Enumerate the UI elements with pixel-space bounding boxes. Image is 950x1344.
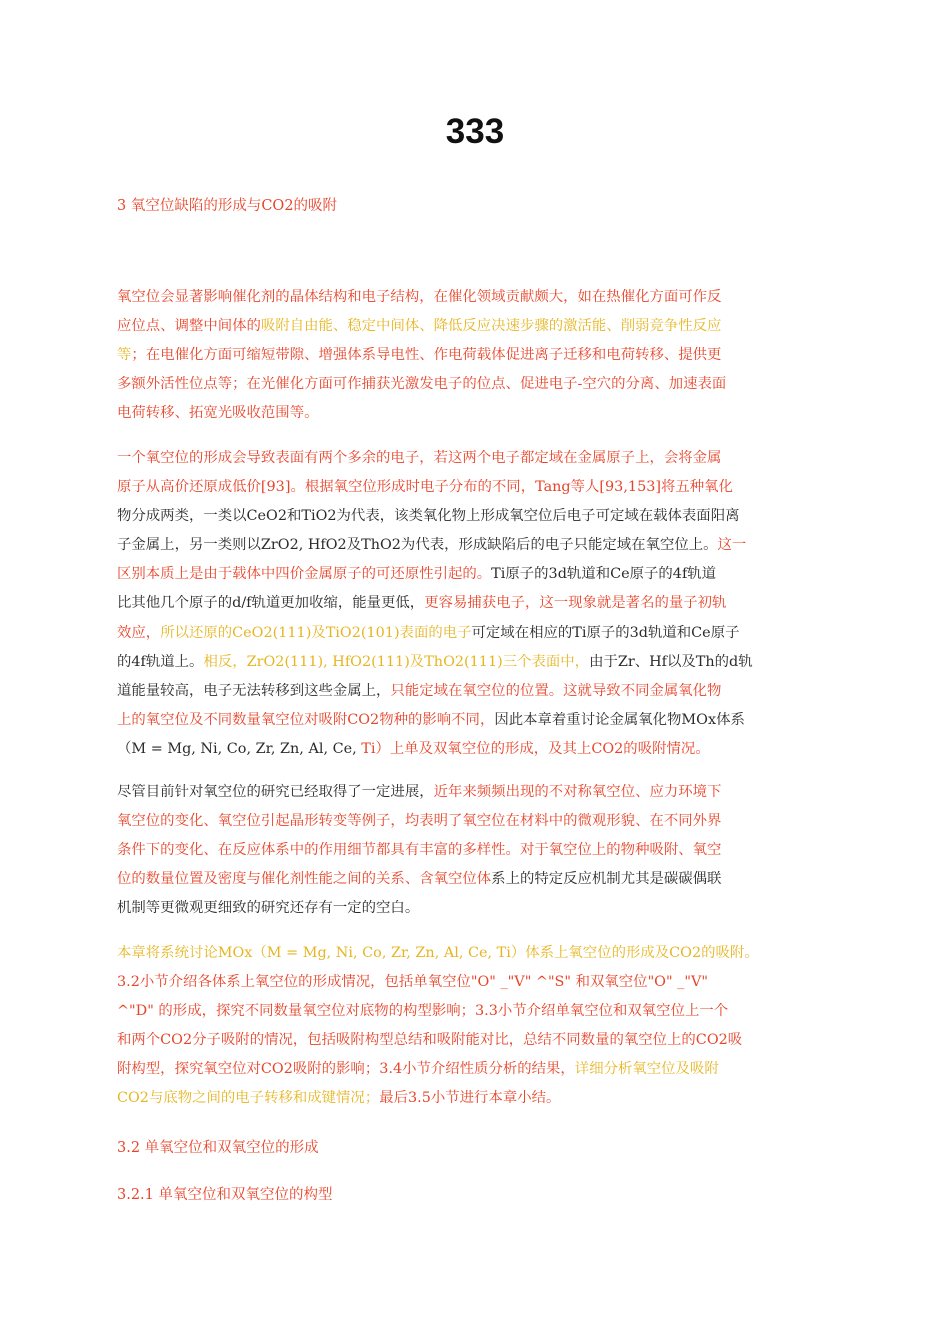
text-run: 氧空位的变化、氧空位引起晶形转变等例子，均表明了氧空位在材料中的微观形貌、在不同外界	[117, 813, 722, 830]
paragraph-line	[117, 589, 837, 618]
text-run: 电荷转移、拓宽光吸收范围等。	[117, 405, 319, 422]
text-run: 一个氧空位的形成会导致表面有两个多余的电子，若这两个电子都定域在金属原子上，会将金属	[117, 450, 722, 466]
paragraph-line	[117, 939, 837, 968]
text-run: 物分成两类，一类以CeO2和TiO2为代表，该类氧化物上形成氧空位后电子可定域在载体表面阳离	[117, 508, 740, 525]
paragraph-line	[117, 1084, 837, 1113]
text-run: ；在电催化方面可缩短带隙、增强体系导电性、作电荷载体促进离子迁移和电荷转移、提供更	[131, 347, 722, 364]
text-run: 位的数量位置及密度与催化剂性能之间的关系、含氧空位体	[117, 871, 492, 888]
paragraph-line	[117, 894, 837, 923]
text-run: 因此本章着重讨论金属氧化物MOx体系	[494, 711, 745, 728]
text-run: 氧空位会显著影响催化剂的晶体结构和电子结构，在催化领域贡献颇大，如在热催化方面可作反	[117, 289, 722, 305]
text-run: 详细分析氧空位及吸附	[574, 1061, 719, 1078]
text-run: 效应，	[117, 624, 161, 641]
text-run: CO2与底物之间的电子转移和成键情况；	[117, 1090, 380, 1107]
paragraph-line	[117, 370, 837, 399]
text-run: 条件下的变化、在反应体系中的作用细节都具有丰富的多样性。对于氧空位上的物种吸附、氧空	[117, 842, 722, 859]
paragraph-line	[117, 836, 837, 865]
text-run: 的4f轨道上。	[117, 653, 204, 670]
paragraph-line	[117, 473, 837, 502]
text-run: 可定域在相应的Ti原子的3d轨道和Ce原子	[471, 624, 740, 641]
text-run: 吸附自由能、稳定中间体、降低反应决速步骤的激活能、削弱竞争性反应	[260, 318, 722, 335]
paragraph-chapter-outline	[117, 939, 837, 1114]
paragraph-line	[117, 444, 837, 473]
paragraph-line	[117, 502, 837, 531]
text-run: 机制等更微观更细致的研究还存有一定的空白。	[117, 900, 420, 917]
text-run: 和两个CO2分子吸附的情况，包括吸附构型总结和吸附能对比，总结不同数量的氧空位上的CO2吸	[117, 1032, 743, 1049]
subsection-heading: 3.2 单氧空位和双氧空位的形成	[117, 1140, 319, 1156]
paragraph-line	[117, 283, 837, 312]
text-run: 由于Zr、Hf以及Th的d轨	[589, 653, 753, 670]
text-run: 最后3.5小节进行本章小结。	[379, 1090, 561, 1107]
paragraph-line	[117, 341, 837, 370]
paragraph-oxygen-vacancy-effects	[117, 283, 837, 428]
text-run: 这一	[717, 537, 747, 554]
text-run: Ti）上单及双氧空位的形成，及其上CO2的吸附情况。	[361, 740, 710, 757]
text-run: 多额外活性位点等；在光催化方面可作捕获光激发电子的位点、促进电子-空穴的分离、加速表面	[117, 376, 727, 393]
text-run: 更容易捕获电子，这一现象就是著名的量子初轨	[424, 595, 727, 612]
paragraph-line	[117, 399, 837, 428]
text-run: 等	[117, 347, 132, 364]
text-run: 所以还原的CeO2(111)及TiO2(101)表面的电子	[160, 624, 472, 641]
paragraph-line	[117, 560, 837, 589]
paragraph-line	[117, 619, 837, 648]
text-run: 比其他几个原子的d/f轨道更加收缩，能量更低，	[117, 595, 425, 612]
text-run: 只能定域在氧空位的位置。这就导致不同金属氧化物	[390, 682, 722, 699]
text-run: 系上的特定反应机制尤其是碳碳偶联	[491, 871, 722, 888]
text-run: 近年来频频出现的不对称氧空位、应力环境下	[433, 784, 722, 800]
text-run: 3.2小节介绍各体系上氧空位的形成情况，包括单氧空位"O" _"V" ^"S" 和双氧空位"O" _"V"	[117, 974, 709, 991]
text-run: 应位点、调整中间体的	[117, 318, 261, 335]
text-run: 区别本质上是由于载体中四价金属原子的可还原性引起的。	[117, 566, 492, 583]
subsubsection-heading: 3.2.1 单氧空位和双氧空位的构型	[117, 1187, 333, 1203]
paragraph-line	[117, 677, 837, 706]
paragraph-line	[117, 997, 837, 1026]
paragraph-line	[117, 1055, 837, 1084]
text-run: 子金属上，另一类则以ZrO2, HfO2及ThO2为代表，形成缺陷后的电子只能定域在氧空位上。	[117, 537, 718, 554]
paragraph-vacancy-electron-localization	[117, 444, 837, 764]
text-run: Ti原子的3d轨道和Ce原子的4f轨道	[491, 566, 717, 583]
paragraph-line	[117, 778, 837, 807]
text-run: 相反，ZrO2(111), HfO2(111)及ThO2(111)三个表面中，	[203, 653, 590, 670]
paragraph-line	[117, 968, 837, 997]
paragraph-line	[117, 865, 837, 894]
paragraph-line	[117, 807, 837, 836]
paragraph-line	[117, 706, 837, 735]
paragraph-line	[117, 735, 837, 764]
paragraph-line	[117, 648, 837, 677]
text-run: 原子从高价还原成低价[93]。根据氧空位形成时电子分布的不同，Tang等人[93,153]将五种氧化	[117, 479, 733, 496]
section-heading: 3 氧空位缺陷的形成与CO2的吸附	[117, 198, 338, 214]
paragraph-research-gaps	[117, 778, 837, 923]
text-run: 本章将系统讨论MOx（M = Mg, Ni, Co, Zr, Zn, Al, Ce, Ti）体系上氧空位的形成及CO2的吸附。	[117, 945, 759, 961]
text-run: 附构型，探究氧空位对CO2吸附的影响；3.4小节介绍性质分析的结果，	[117, 1061, 575, 1078]
text-run: ^"D" 的形成，探究不同数量氧空位对底物的构型影响；3.3小节介绍单氧空位和双氧空位上一个	[117, 1003, 729, 1020]
text-run: 道能量较高，电子无法转移到这些金属上，	[117, 682, 391, 699]
text-run: 尽管目前针对氧空位的研究已经取得了一定进展，	[117, 784, 434, 800]
text-run: （M = Mg, Ni, Co, Zr, Zn, Al, Ce,	[117, 740, 362, 757]
text-run: 上的氧空位及不同数量氧空位对吸附CO2物种的影响不同，	[117, 711, 495, 728]
paragraph-line	[117, 312, 837, 341]
paragraph-line	[117, 1026, 837, 1055]
document-title: 333	[445, 112, 505, 151]
paragraph-line	[117, 531, 837, 560]
